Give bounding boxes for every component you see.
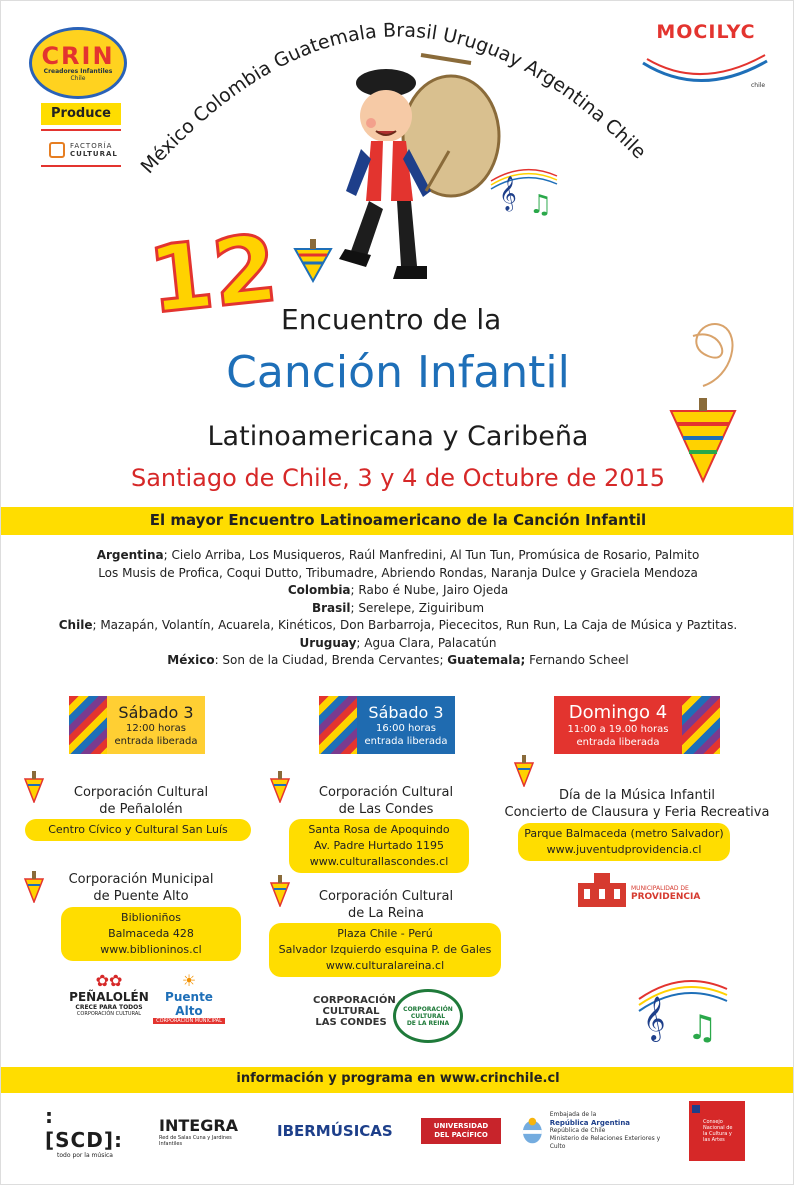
las-condes-logo: CORPORACIÓN CULTURAL LAS CONDES <box>313 995 396 1028</box>
crin-logo-text: CRIN <box>41 42 115 70</box>
svg-text:𝄞: 𝄞 <box>643 996 666 1040</box>
spinning-top-icon <box>291 235 335 283</box>
info-link[interactable]: información y programa en www.crinchile.cl <box>236 1071 560 1086</box>
factoria-icon <box>49 142 65 158</box>
spinning-top-icon <box>269 873 291 907</box>
group-names: Rabo é Nube, Jairo Ojeda <box>358 583 509 597</box>
title-line1: Encuentro de la <box>281 303 502 336</box>
day-header-saturday-noon <box>69 696 205 754</box>
groups-line <box>41 565 755 583</box>
tagline: El mayor Encuentro Latinoamericano de la Canción Infantil <box>149 511 647 529</box>
svg-text:𝄞: 𝄞 <box>499 176 517 211</box>
participating-groups <box>41 547 755 670</box>
group-names: : Son de la Ciudad, Brenda Cervantes; <box>214 653 448 667</box>
edition-number: 12 <box>143 214 283 335</box>
country-name: Chile <box>58 618 93 632</box>
spinning-top-icon <box>23 769 45 803</box>
venue-puente-alto-address: Biblioniños Balmaceda 428 www.biblioninos.cl <box>61 907 241 961</box>
stripes-decoration <box>319 696 357 754</box>
svg-text:♫: ♫ <box>687 1008 718 1045</box>
spinning-top-icon <box>269 769 291 803</box>
argentina-crest-icon <box>521 1116 544 1146</box>
venue-providencia-address: Parque Balmaceda (metro Salvador) www.juventudprovidencia.cl <box>518 823 730 861</box>
produce-badge: Produce <box>41 103 121 125</box>
mocilyc-logo <box>641 21 771 91</box>
group-names: Cielo Arriba, Los Musiqueros, Raúl Manfredini, Al Tun Tun, Promúsica de Rosario, Palmito <box>171 548 700 562</box>
mocilyc-swoosh-icon <box>641 53 771 91</box>
factoria-line1: FACTORÍA <box>70 142 113 150</box>
venue-las-condes-address: Santa Rosa de Apoquindo Av. Padre Hurtado 1195 www.culturallascondes.cl <box>289 819 469 873</box>
group-names: Agua Clara, Palacatún <box>364 635 497 650</box>
group-names: Los Musis de Profica, Coqui Dutto, Tribumadre, Abriendo Rondas, Naranja Dulce y Graciela Mendoza <box>98 565 698 580</box>
cnca-logo: Consejo Nacional de la Cultura y las Artes <box>689 1105 745 1157</box>
factoria-line2: CULTURAL <box>70 150 118 158</box>
country-name: México <box>167 653 215 667</box>
venue-la-reina-address: Plaza Chile - Perú Salvador Izquierdo esquina P. de Gales www.culturalareina.cl <box>269 923 501 977</box>
day-title: Domingo 4 <box>568 701 668 723</box>
crin-logo-subtitle: Creadores Infantiles <box>43 68 113 75</box>
day-title: Sábado 3 <box>118 702 194 722</box>
title-line2: Canción Infantil <box>226 347 570 398</box>
stripes-decoration <box>69 696 107 754</box>
country-name: Guatemala; <box>447 653 526 667</box>
country-name: Colombia <box>287 583 351 597</box>
country-name: Brasil <box>311 600 351 615</box>
spinning-top-string-icon <box>663 316 743 486</box>
providencia-building-icon <box>574 869 630 909</box>
stripes-decoration <box>682 696 720 754</box>
day-time: 12:00 horas <box>126 722 186 734</box>
title-line3: Latinoamericana y Caribeña <box>207 421 589 452</box>
chile-star-icon <box>692 1105 700 1113</box>
integra-logo: INTEGRA Red de Salas Cuna y Jardines Infantiles <box>159 1115 239 1147</box>
spinning-top-icon <box>513 753 535 787</box>
venue-penalolen-title: Corporación Cultural de Peñalolén <box>73 785 209 817</box>
group-names: Mazapán, Volantín, Acuarela, Kinéticos, Don Barbarroja, Piececitos, Run Run, La Caja de Música y Paztitas. <box>100 618 738 632</box>
day-title: Sábado 3 <box>368 702 444 722</box>
providencia-logo: MUNICIPALIDAD DE PROVIDENCIA <box>631 885 701 902</box>
day-note: entrada liberada <box>576 736 660 748</box>
date-place: Santiago de Chile, 3 y 4 de Octubre de 2015 <box>130 464 666 492</box>
scd-logo: :[SCD]: todo por la música <box>45 1103 123 1159</box>
crin-logo-country: Chile <box>70 75 86 82</box>
venue-las-condes-title: Corporación Cultural de Las Condes <box>318 785 454 817</box>
ibermusicas-logo: IBERMÚSICAS <box>277 1122 393 1140</box>
day-time: 11:00 a 19.00 horas <box>567 723 669 735</box>
countries-text: México Colombia Guatemala Brasil Uruguay Argentina Chile <box>136 19 651 179</box>
groups-line: Brasil; Serelepe, Ziguiribum <box>311 600 485 615</box>
venue-providencia-title: Día de la Música Infantil Concierto de Clausura y Feria Recreativa <box>504 788 770 820</box>
groups-line: Chile; Mazapán, Volantín, Acuarela, Kinéticos, Don Barbarroja, Piececitos, Run Run, La Caja de Música y Paztitas. <box>58 618 738 632</box>
music-notes-icon <box>637 959 729 1045</box>
groups-line: Argentina; Cielo Arriba, Los Musiqueros, Raúl Manfredini, Al Tun Tun, Promúsica de Rosario, Palmito <box>96 548 700 562</box>
groups-line <box>41 652 755 670</box>
day-header-saturday-afternoon <box>319 696 455 754</box>
sun-icon: ☀ <box>181 971 197 990</box>
day-header-sunday <box>554 696 720 754</box>
penalolen-logo: ✿✿ PEÑALOLÉN CRECE PARA TODOS CORPORACIÓN CULTURAL <box>67 971 151 1017</box>
puente-alto-logo: ☀ Puente Alto CORPORACIÓN MUNICIPAL <box>153 971 225 1024</box>
universidad-pacifico-logo: UNIVERSIDAD DEL PACÍFICO <box>421 1105 501 1157</box>
la-reina-logo: CORPORACIÓN CULTURAL DE LA REINA <box>393 989 463 1043</box>
svg-text:♫: ♫ <box>529 190 553 220</box>
venue-penalolen-address: Centro Cívico y Cultural San Luís <box>25 819 251 841</box>
mocilyc-logo-text: MOCILYC <box>656 21 756 43</box>
day-note: entrada liberada <box>364 735 448 747</box>
mocilyc-sub: chile <box>751 82 766 89</box>
group-names: Fernando Scheel <box>525 653 629 667</box>
groups-line: Colombia; Rabo é Nube, Jairo Ojeda <box>287 583 509 597</box>
venue-puente-alto-title: Corporación Municipal de Puente Alto <box>68 872 214 904</box>
people-icon: ✿✿ <box>95 971 123 990</box>
country-name: Argentina <box>96 548 164 562</box>
group-names: Serelepe, Ziguiribum <box>358 600 485 615</box>
venue-la-reina-title: Corporación Cultural de La Reina <box>318 889 454 921</box>
embajada-argentina-logo: Embajada de la República Argentina República de Chile Ministerio de Relaciones Exteriores y Culto <box>521 1105 671 1157</box>
day-note: entrada liberada <box>114 735 198 747</box>
groups-line: Uruguay; Agua Clara, Palacatún <box>299 635 497 650</box>
music-notes-icon <box>489 151 559 221</box>
day-time: 16:00 horas <box>376 722 436 734</box>
country-name: Uruguay <box>299 635 357 650</box>
spinning-top-icon <box>23 869 45 903</box>
